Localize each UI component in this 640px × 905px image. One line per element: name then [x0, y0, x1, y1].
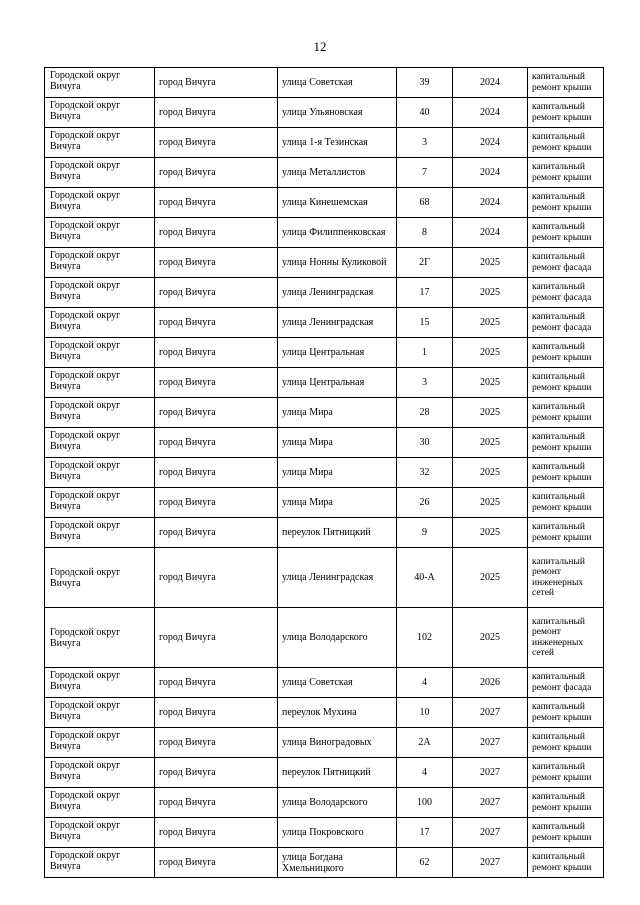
work-type-cell: капитальный ремонт крыши	[528, 158, 604, 188]
work-type-cell: капитальный ремонт крыши	[528, 128, 604, 158]
district-cell: Городской округ Вичуга	[45, 338, 155, 368]
table-row	[45, 668, 604, 698]
house-number-cell: 40-А	[397, 548, 453, 608]
house-number-cell: 40	[397, 98, 453, 128]
city-cell: город Вичуга	[155, 548, 278, 608]
year-cell: 2024	[453, 68, 528, 98]
district-cell: Городской округ Вичуга	[45, 668, 155, 698]
year-cell: 2024	[453, 218, 528, 248]
city-cell: город Вичуга	[155, 308, 278, 338]
table-row	[45, 758, 604, 788]
table-row	[45, 368, 604, 398]
street-cell: улица Ульяновская	[278, 98, 397, 128]
district-cell: Городской округ Вичуга	[45, 218, 155, 248]
table-row	[45, 218, 604, 248]
street-cell: улица Мира	[278, 488, 397, 518]
year-cell: 2027	[453, 788, 528, 818]
house-number-cell: 3	[397, 128, 453, 158]
city-cell: город Вичуга	[155, 158, 278, 188]
district-cell: Городской округ Вичуга	[45, 98, 155, 128]
work-type-cell: капитальный ремонт крыши	[528, 518, 604, 548]
work-type-cell: капитальный ремонт фасада	[528, 668, 604, 698]
year-cell: 2025	[453, 248, 528, 278]
year-cell: 2027	[453, 698, 528, 728]
table-row	[45, 548, 604, 608]
house-number-cell: 102	[397, 608, 453, 668]
table-row	[45, 818, 604, 848]
table-row	[45, 458, 604, 488]
district-cell: Городской округ Вичуга	[45, 68, 155, 98]
city-cell: город Вичуга	[155, 428, 278, 458]
city-cell: город Вичуга	[155, 98, 278, 128]
table-row	[45, 698, 604, 728]
house-number-cell: 2А	[397, 728, 453, 758]
street-cell: улица Советская	[278, 68, 397, 98]
district-cell: Городской округ Вичуга	[45, 608, 155, 668]
street-cell: переулок Мухина	[278, 698, 397, 728]
year-cell: 2025	[453, 458, 528, 488]
house-number-cell: 3	[397, 368, 453, 398]
year-cell: 2024	[453, 158, 528, 188]
house-number-cell: 100	[397, 788, 453, 818]
street-cell: улица 1-я Тезинская	[278, 128, 397, 158]
district-cell: Городской округ Вичуга	[45, 818, 155, 848]
work-type-cell: капитальный ремонт крыши	[528, 818, 604, 848]
year-cell: 2025	[453, 308, 528, 338]
city-cell: город Вичуга	[155, 788, 278, 818]
table-row	[45, 98, 604, 128]
year-cell: 2027	[453, 848, 528, 878]
work-type-cell: капитальный ремонт крыши	[528, 338, 604, 368]
city-cell: город Вичуга	[155, 68, 278, 98]
house-number-cell: 4	[397, 668, 453, 698]
district-cell: Городской округ Вичуга	[45, 548, 155, 608]
city-cell: город Вичуга	[155, 818, 278, 848]
work-type-cell: капитальный ремонт фасада	[528, 278, 604, 308]
street-cell: улица Виноградовых	[278, 728, 397, 758]
work-type-cell: капитальный ремонт крыши	[528, 488, 604, 518]
district-cell: Городской округ Вичуга	[45, 458, 155, 488]
district-cell: Городской округ Вичуга	[45, 428, 155, 458]
work-type-cell: капитальный ремонт инженерных сетей	[528, 548, 604, 608]
year-cell: 2025	[453, 608, 528, 668]
district-cell: Городской округ Вичуга	[45, 248, 155, 278]
work-type-cell: капитальный ремонт крыши	[528, 368, 604, 398]
work-type-cell: капитальный ремонт крыши	[528, 98, 604, 128]
table-row	[45, 338, 604, 368]
work-type-cell: капитальный ремонт фасада	[528, 248, 604, 278]
street-cell: улица Ленинградская	[278, 308, 397, 338]
year-cell: 2024	[453, 98, 528, 128]
table-row	[45, 128, 604, 158]
street-cell: улица Металлистов	[278, 158, 397, 188]
house-number-cell: 30	[397, 428, 453, 458]
street-cell: улица Мира	[278, 398, 397, 428]
street-cell: улица Филиппенковская	[278, 218, 397, 248]
district-cell: Городской округ Вичуга	[45, 758, 155, 788]
work-type-cell: капитальный ремонт фасада	[528, 308, 604, 338]
house-number-cell: 10	[397, 698, 453, 728]
year-cell: 2024	[453, 128, 528, 158]
city-cell: город Вичуга	[155, 848, 278, 878]
district-cell: Городской округ Вичуга	[45, 368, 155, 398]
table-row	[45, 728, 604, 758]
table-row	[45, 788, 604, 818]
year-cell: 2025	[453, 518, 528, 548]
district-cell: Городской округ Вичуга	[45, 128, 155, 158]
year-cell: 2025	[453, 278, 528, 308]
year-cell: 2025	[453, 428, 528, 458]
house-number-cell: 1	[397, 338, 453, 368]
table-body	[45, 68, 604, 878]
house-number-cell: 39	[397, 68, 453, 98]
street-cell: улица Нонны Куликовой	[278, 248, 397, 278]
city-cell: город Вичуга	[155, 488, 278, 518]
city-cell: город Вичуга	[155, 728, 278, 758]
year-cell: 2025	[453, 398, 528, 428]
city-cell: город Вичуга	[155, 128, 278, 158]
district-cell: Городской округ Вичуга	[45, 398, 155, 428]
house-number-cell: 32	[397, 458, 453, 488]
district-cell: Городской округ Вичуга	[45, 848, 155, 878]
street-cell: улица Центральная	[278, 368, 397, 398]
table-row	[45, 488, 604, 518]
house-number-cell: 4	[397, 758, 453, 788]
house-number-cell: 15	[397, 308, 453, 338]
house-number-cell: 28	[397, 398, 453, 428]
house-number-cell: 26	[397, 488, 453, 518]
house-number-cell: 17	[397, 278, 453, 308]
table-row	[45, 188, 604, 218]
street-cell: улица Ленинградская	[278, 278, 397, 308]
street-cell: улица Советская	[278, 668, 397, 698]
year-cell: 2025	[453, 548, 528, 608]
city-cell: город Вичуга	[155, 278, 278, 308]
work-type-cell: капитальный ремонт крыши	[528, 188, 604, 218]
city-cell: город Вичуга	[155, 218, 278, 248]
table-row	[45, 248, 604, 278]
work-type-cell: капитальный ремонт крыши	[528, 458, 604, 488]
house-number-cell: 7	[397, 158, 453, 188]
street-cell: улица Володарского	[278, 788, 397, 818]
city-cell: город Вичуга	[155, 668, 278, 698]
city-cell: город Вичуга	[155, 368, 278, 398]
table-row	[45, 398, 604, 428]
street-cell: переулок Пятницкий	[278, 518, 397, 548]
work-type-cell: капитальный ремонт крыши	[528, 848, 604, 878]
street-cell: улица Центральная	[278, 338, 397, 368]
work-type-cell: капитальный ремонт крыши	[528, 788, 604, 818]
district-cell: Городской округ Вичуга	[45, 788, 155, 818]
table-row	[45, 278, 604, 308]
city-cell: город Вичуга	[155, 518, 278, 548]
table-row	[45, 848, 604, 878]
page-number: 12	[313, 39, 327, 54]
city-cell: город Вичуга	[155, 398, 278, 428]
district-cell: Городской округ Вичуга	[45, 518, 155, 548]
table-row	[45, 608, 604, 668]
house-number-cell: 9	[397, 518, 453, 548]
street-cell: улица Кинешемская	[278, 188, 397, 218]
street-cell: улица Ленинградская	[278, 548, 397, 608]
year-cell: 2025	[453, 368, 528, 398]
street-cell: улица Мира	[278, 458, 397, 488]
city-cell: город Вичуга	[155, 608, 278, 668]
house-number-cell: 62	[397, 848, 453, 878]
district-cell: Городской округ Вичуга	[45, 278, 155, 308]
year-cell: 2027	[453, 728, 528, 758]
city-cell: город Вичуга	[155, 458, 278, 488]
house-number-cell: 68	[397, 188, 453, 218]
table-row	[45, 518, 604, 548]
work-type-cell: капитальный ремонт крыши	[528, 398, 604, 428]
house-number-cell: 2Г	[397, 248, 453, 278]
city-cell: город Вичуга	[155, 338, 278, 368]
year-cell: 2027	[453, 818, 528, 848]
district-cell: Городской округ Вичуга	[45, 728, 155, 758]
street-cell: улица Володарского	[278, 608, 397, 668]
table-row	[45, 158, 604, 188]
street-cell: улица Мира	[278, 428, 397, 458]
city-cell: город Вичуга	[155, 758, 278, 788]
district-cell: Городской округ Вичуга	[45, 158, 155, 188]
year-cell: 2025	[453, 488, 528, 518]
city-cell: город Вичуга	[155, 188, 278, 218]
table-row	[45, 68, 604, 98]
work-type-cell: капитальный ремонт крыши	[528, 698, 604, 728]
city-cell: город Вичуга	[155, 248, 278, 278]
work-type-cell: капитальный ремонт крыши	[528, 428, 604, 458]
work-type-cell: капитальный ремонт крыши	[528, 68, 604, 98]
house-number-cell: 8	[397, 218, 453, 248]
city-cell: город Вичуга	[155, 698, 278, 728]
work-type-cell: капитальный ремонт крыши	[528, 758, 604, 788]
year-cell: 2024	[453, 188, 528, 218]
district-cell: Городской округ Вичуга	[45, 188, 155, 218]
district-cell: Городской округ Вичуга	[45, 488, 155, 518]
repair-schedule-table	[44, 67, 604, 878]
table-row	[45, 428, 604, 458]
year-cell: 2025	[453, 338, 528, 368]
year-cell: 2026	[453, 668, 528, 698]
street-cell: переулок Пятницкий	[278, 758, 397, 788]
table-row	[45, 308, 604, 338]
house-number-cell: 17	[397, 818, 453, 848]
district-cell: Городской округ Вичуга	[45, 698, 155, 728]
work-type-cell: капитальный ремонт крыши	[528, 218, 604, 248]
district-cell: Городской округ Вичуга	[45, 308, 155, 338]
work-type-cell: капитальный ремонт крыши	[528, 728, 604, 758]
year-cell: 2027	[453, 758, 528, 788]
work-type-cell: капитальный ремонт инженерных сетей	[528, 608, 604, 668]
street-cell: улица Богдана Хмельницкого	[278, 848, 397, 878]
street-cell: улица Покровского	[278, 818, 397, 848]
